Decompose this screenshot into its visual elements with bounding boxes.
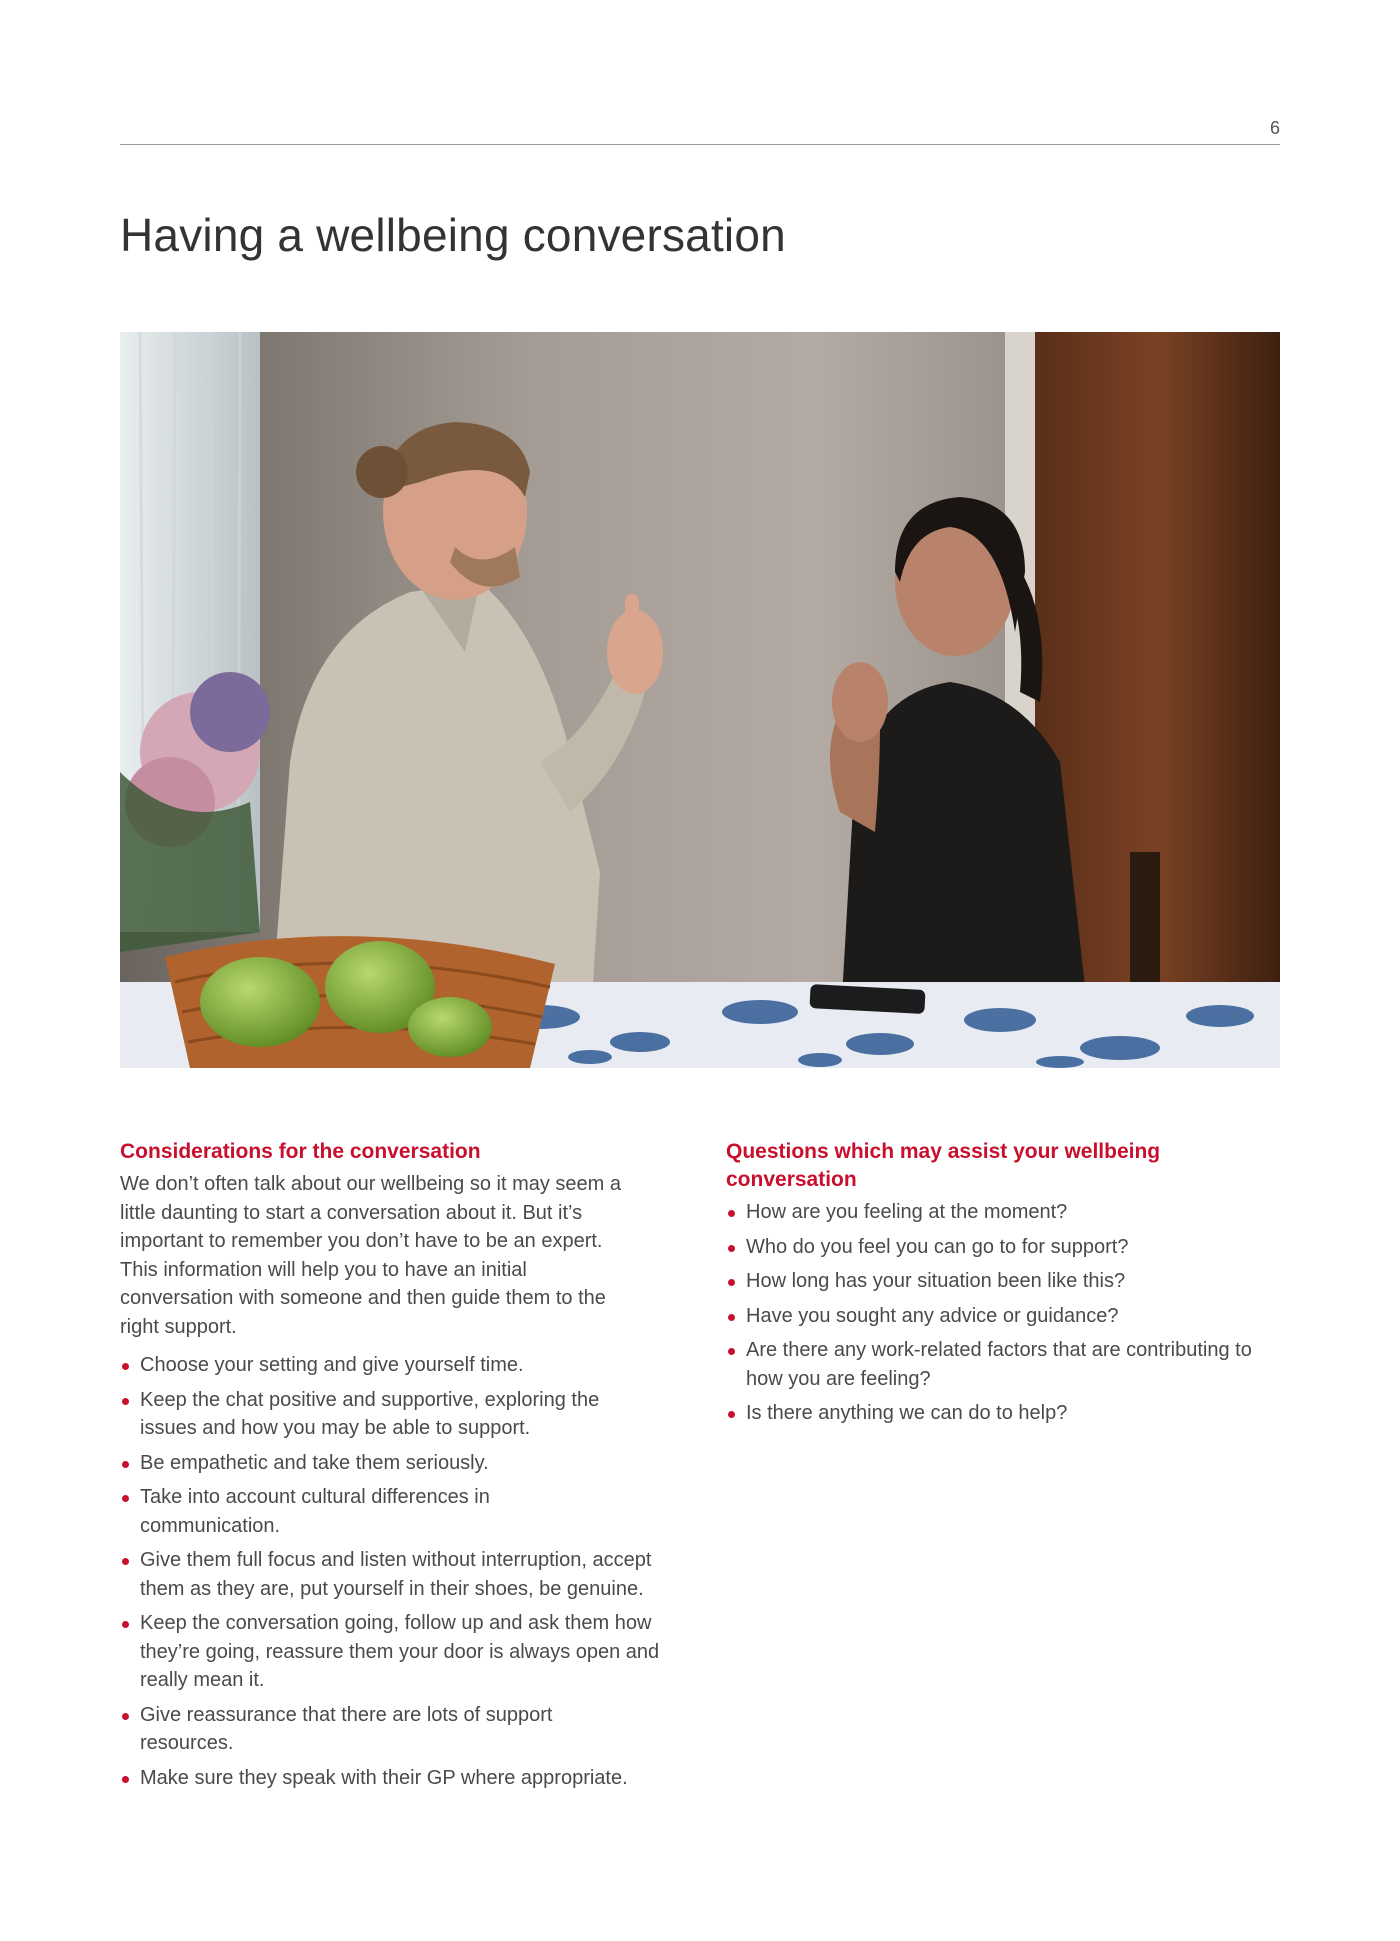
list-item: Choose your setting and give yourself time. — [120, 1351, 580, 1380]
header-rule — [120, 144, 1280, 145]
list-item: Keep the chat positive and supportive, exploring the issues and how you may be able to support. — [120, 1386, 650, 1443]
bullet-dot-icon — [728, 1279, 735, 1286]
bullet-dot-icon — [122, 1713, 129, 1720]
bullet-dot-icon — [728, 1210, 735, 1217]
bullet-dot-icon — [122, 1495, 129, 1502]
list-item: Be empathetic and take them seriously. — [120, 1449, 560, 1478]
considerations-heading: Considerations for the conversation — [120, 1140, 481, 1163]
list-item: Have you sought any advice or guidance? — [726, 1302, 1282, 1331]
list-item: Give them full focus and listen without interruption, accept them as they are, put yourself in their shoes, be genuine. — [120, 1546, 660, 1603]
bullet-dot-icon — [122, 1363, 129, 1370]
page-title: Having a wellbeing conversation — [120, 209, 786, 261]
bullet-dot-icon — [122, 1558, 129, 1565]
list-item: Is there anything we can do to help? — [726, 1399, 1282, 1428]
list-item: Keep the conversation going, follow up and ask them how they’re going, reassure them your door is always open and really mean it. — [120, 1609, 675, 1695]
list-item: How long has your situation been like this? — [726, 1267, 1282, 1296]
list-item: Take into account cultural differences in communication. — [120, 1483, 560, 1540]
questions-list — [726, 1198, 1282, 1428]
considerations-list — [120, 1351, 680, 1792]
bullet-dot-icon — [122, 1621, 129, 1628]
bullet-dot-icon — [728, 1348, 735, 1355]
bullet-dot-icon — [728, 1245, 735, 1252]
considerations-intro: We don’t often talk about our wellbeing so it may seem a little daunting to start a conversation about it. But it’s important to remember you don’t have to be an expert. This information will help you to have an initial conversation with someone and then guide them to the right support. — [120, 1173, 622, 1338]
list-item: Who do you feel you can go to for support? — [726, 1233, 1282, 1262]
bullet-dot-icon — [728, 1314, 735, 1321]
list-item: How are you feeling at the moment? — [726, 1198, 1282, 1227]
considerations-section — [120, 1138, 680, 1798]
bullet-dot-icon — [728, 1411, 735, 1418]
photo-conversation — [120, 332, 1280, 1068]
bullet-dot-icon — [122, 1776, 129, 1783]
bullet-dot-icon — [122, 1398, 129, 1405]
page-number: 6 — [1269, 118, 1280, 138]
bullet-dot-icon — [122, 1461, 129, 1468]
list-item: Give reassurance that there are lots of support resources. — [120, 1701, 610, 1758]
questions-section — [726, 1138, 1282, 1434]
list-item: Make sure they speak with their GP where appropriate. — [120, 1764, 700, 1793]
list-item: Are there any work-related factors that are contributing to how you are feeling? — [726, 1336, 1282, 1393]
questions-heading: Questions which may assist your wellbeing conversation — [726, 1140, 1161, 1191]
